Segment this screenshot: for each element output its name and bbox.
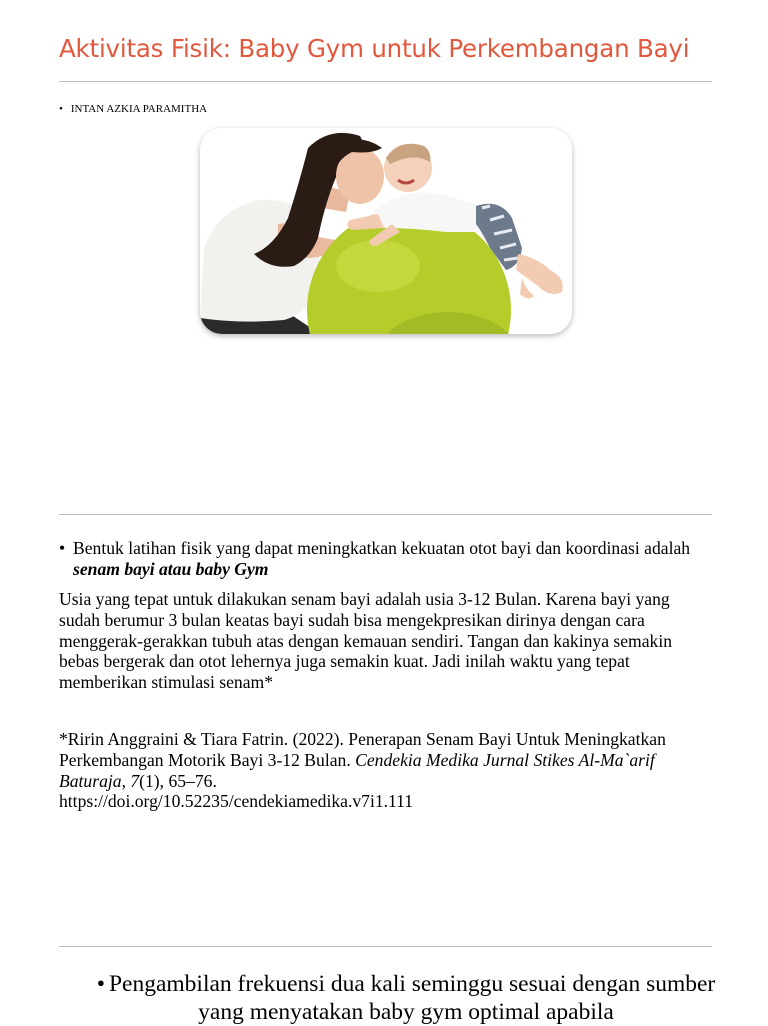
mother-baby-gym-ball-photo (200, 128, 572, 334)
reference-doi: https://doi.org/10.52235/cendekiamedika.v7i1.111 (59, 791, 414, 812)
bullet-definition (59, 538, 709, 580)
reference-volume: 7 (130, 770, 140, 791)
reference-journal: Cendekia Medika Jurnal Stikes Al-Ma`arif Baturaja (59, 749, 655, 791)
reference-issue-pages: (1), 65–76. (139, 770, 217, 791)
frequency-bullet-text: Pengambilan frekuensi dua kali seminggu sesuai dengan sumber yang menyatakan baby gym optimal apabila (108, 971, 716, 1025)
frequency-bullet (86, 970, 726, 1026)
slide-divider-1 (59, 514, 712, 515)
reference-separator: , (121, 770, 131, 791)
bullet-marker: • (59, 103, 63, 115)
bullet-definition-emphasis: senam bayi atau baby Gym (73, 559, 269, 579)
photo-illustration (200, 128, 572, 334)
reference-authors: *Ririn Anggraini & Tiara Fatrin. (2022). Penerapan Senam Bayi Untuk Meningkatkan Perkembangan Motorik Bayi 3-12 Bulan. (59, 729, 666, 770)
bullet-definition-text (59, 538, 709, 580)
title-divider (59, 81, 712, 82)
age-paragraph: Usia yang tepat untuk dilakukan senam bayi adalah usia 3-12 Bulan. Karena bayi yang sudah berumur 3 bulan keatas bayi sudah bisa mengekpresikan dirinya dengan cara menggerak-gerakkan tubuh atas dengan kemauan sendiri. Tangan dan kakinya semakin bebas bergerak dan otot lehernya juga semakin kuat. Jadi inilah waktu yang tepat memberikan stimulasi senam* (59, 589, 673, 693)
bullet-marker: • (59, 538, 66, 558)
bullet-definition-lead: Bentuk latihan fisik yang dapat meningkatkan kekuatan otot bayi dan koordinasi adalah (73, 538, 691, 558)
slide-divider-2 (59, 946, 712, 947)
author-bullet (59, 103, 207, 115)
author-name: INTAN AZKIA PARAMITHA (70, 103, 208, 115)
slide-title: Aktivitas Fisik: Baby Gym untuk Perkembangan Bayi (59, 34, 690, 63)
reference-citation (59, 729, 714, 812)
bullet-marker: • (96, 971, 105, 997)
